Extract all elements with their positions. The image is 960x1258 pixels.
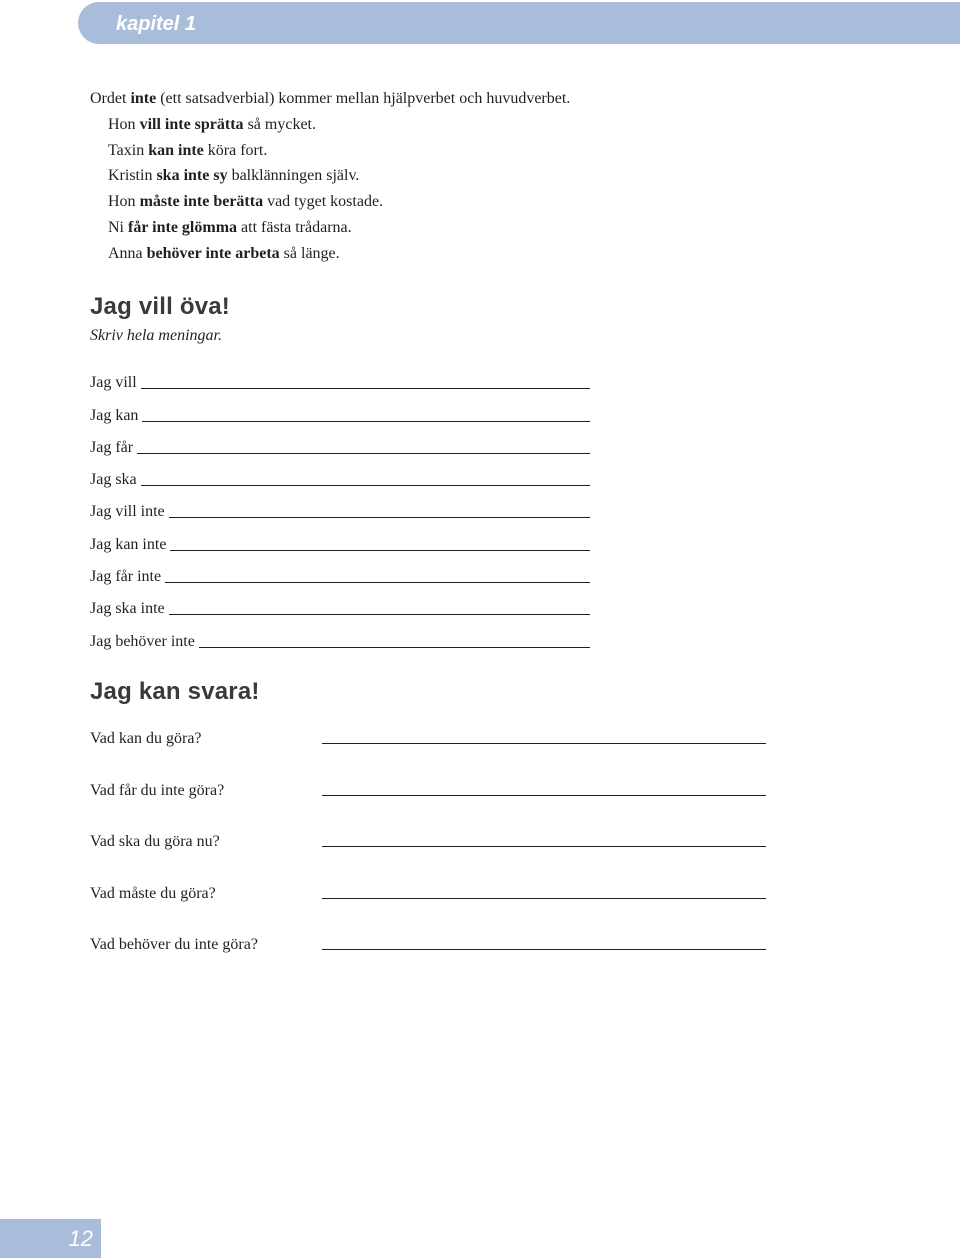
answer-line[interactable]: [322, 898, 766, 899]
question-text: Vad ska du göra nu?: [90, 833, 220, 850]
practice-heading: Jag vill öva!: [90, 293, 230, 320]
practice-prompt: Jag ska inte: [90, 600, 165, 618]
question-item: [90, 828, 770, 880]
practice-list: [90, 361, 590, 652]
page-number-box: [0, 1219, 101, 1258]
practice-prompt: Jag vill inte: [90, 503, 165, 521]
answer-line[interactable]: [322, 743, 766, 744]
practice-item: [90, 587, 590, 619]
practice-item: [90, 361, 590, 393]
practice-item: [90, 458, 590, 490]
question-item: [90, 931, 770, 983]
answer-line[interactable]: [142, 403, 590, 422]
answer-line[interactable]: [322, 949, 766, 950]
answer-line[interactable]: [322, 846, 766, 847]
practice-prompt: Jag får: [90, 438, 134, 456]
question-list: [90, 725, 770, 983]
practice-item: [90, 522, 590, 554]
practice-prompt: Jag kan: [90, 406, 139, 424]
practice-item: [90, 393, 590, 425]
question-text: Vad behöver du inte göra?: [90, 936, 258, 953]
question-text: Vad måste du göra?: [90, 884, 216, 902]
example-sentence: Ni får inte glömma att fästa trådarna.: [108, 218, 352, 236]
practice-prompt: Jag vill: [90, 374, 137, 392]
example-sentences: [90, 112, 570, 266]
answer-line[interactable]: [199, 629, 590, 648]
example-sentence: Anna behöver inte arbeta så länge.: [108, 244, 340, 262]
answer-line[interactable]: [137, 435, 590, 454]
page-number: 12: [68, 1226, 93, 1251]
answer-line[interactable]: [169, 499, 590, 518]
example-sentence: Hon vill inte sprätta så mycket.: [108, 116, 316, 133]
chapter-title: kapitel 1: [116, 13, 197, 35]
practice-prompt: Jag får inte: [90, 568, 162, 586]
answer-line[interactable]: [322, 795, 766, 796]
answer-heading: Jag kan svara!: [90, 678, 260, 705]
practice-prompt: Jag ska: [90, 471, 137, 489]
chapter-header-band: [78, 2, 960, 44]
answer-line[interactable]: [170, 532, 590, 551]
practice-item: [90, 619, 590, 651]
grammar-intro: [90, 86, 570, 266]
question-item: [90, 777, 770, 829]
practice-item: [90, 426, 590, 458]
question-item: [90, 880, 770, 932]
question-item: [90, 725, 770, 777]
answer-line[interactable]: [169, 596, 590, 615]
practice-prompt: Jag kan inte: [90, 535, 167, 553]
grammar-rule: Ordet inte (ett satsadverbial) kommer mellan hjälpverbet och huvudverbet.: [90, 90, 571, 107]
practice-item: [90, 490, 590, 522]
question-text: Vad får du inte göra?: [90, 781, 225, 799]
answer-line[interactable]: [141, 467, 590, 486]
practice-instruction: Skriv hela meningar.: [90, 327, 222, 344]
practice-prompt: Jag behöver inte: [90, 632, 195, 650]
practice-item: [90, 555, 590, 587]
example-sentence: Kristin ska inte sy balklänningen själv.: [108, 167, 360, 185]
question-text: Vad kan du göra?: [90, 730, 202, 747]
answer-line[interactable]: [165, 564, 590, 583]
example-sentence: Hon måste inte berätta vad tyget kostade.: [108, 193, 384, 211]
example-sentence: Taxin kan inte köra fort.: [108, 141, 268, 159]
answer-line[interactable]: [141, 370, 590, 389]
